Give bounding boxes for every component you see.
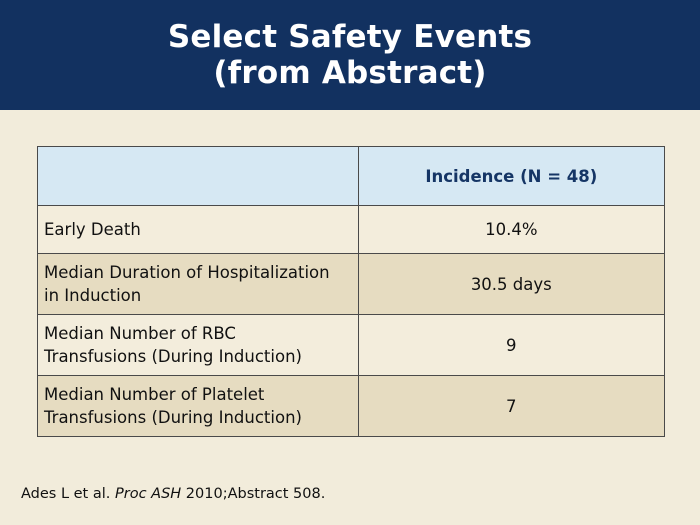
row-label bbox=[38, 254, 359, 315]
slide-header bbox=[0, 0, 700, 110]
row-label bbox=[38, 315, 359, 376]
row-value: 30.5 days bbox=[358, 254, 664, 315]
row-label bbox=[38, 376, 359, 437]
citation-journal: Proc ASH bbox=[115, 486, 182, 502]
row-label-line1: Median Number of RBC bbox=[44, 324, 236, 343]
row-label-line2: in Induction bbox=[44, 286, 142, 305]
row-label-line1: Median Duration of Hospitalization bbox=[44, 263, 330, 282]
citation-footnote bbox=[21, 486, 325, 502]
table-row bbox=[38, 376, 665, 437]
safety-events-table-container bbox=[37, 146, 665, 437]
slide-title-line2: (from Abstract) bbox=[213, 55, 487, 91]
row-label bbox=[38, 206, 359, 254]
citation-authors: Ades L et al. bbox=[21, 486, 111, 502]
safety-events-table bbox=[37, 146, 665, 437]
row-value: 7 bbox=[358, 376, 664, 437]
row-label-line2: Transfusions (During Induction) bbox=[44, 408, 302, 427]
row-label-line2: Transfusions (During Induction) bbox=[44, 347, 302, 366]
row-label-line1: Median Number of Platelet bbox=[44, 385, 265, 404]
row-value: 10.4% bbox=[358, 206, 664, 254]
citation-detail: 2010;Abstract 508. bbox=[185, 486, 326, 502]
row-value: 9 bbox=[358, 315, 664, 376]
table-header-row bbox=[38, 147, 665, 206]
table-header-empty-cell bbox=[38, 147, 359, 206]
table-row bbox=[38, 254, 665, 315]
row-label-text: Early Death bbox=[44, 220, 141, 239]
table-row bbox=[38, 206, 665, 254]
slide-title-line1: Select Safety Events bbox=[167, 19, 533, 55]
table-header-incidence: Incidence (N = 48) bbox=[358, 147, 664, 206]
table-row bbox=[38, 315, 665, 376]
